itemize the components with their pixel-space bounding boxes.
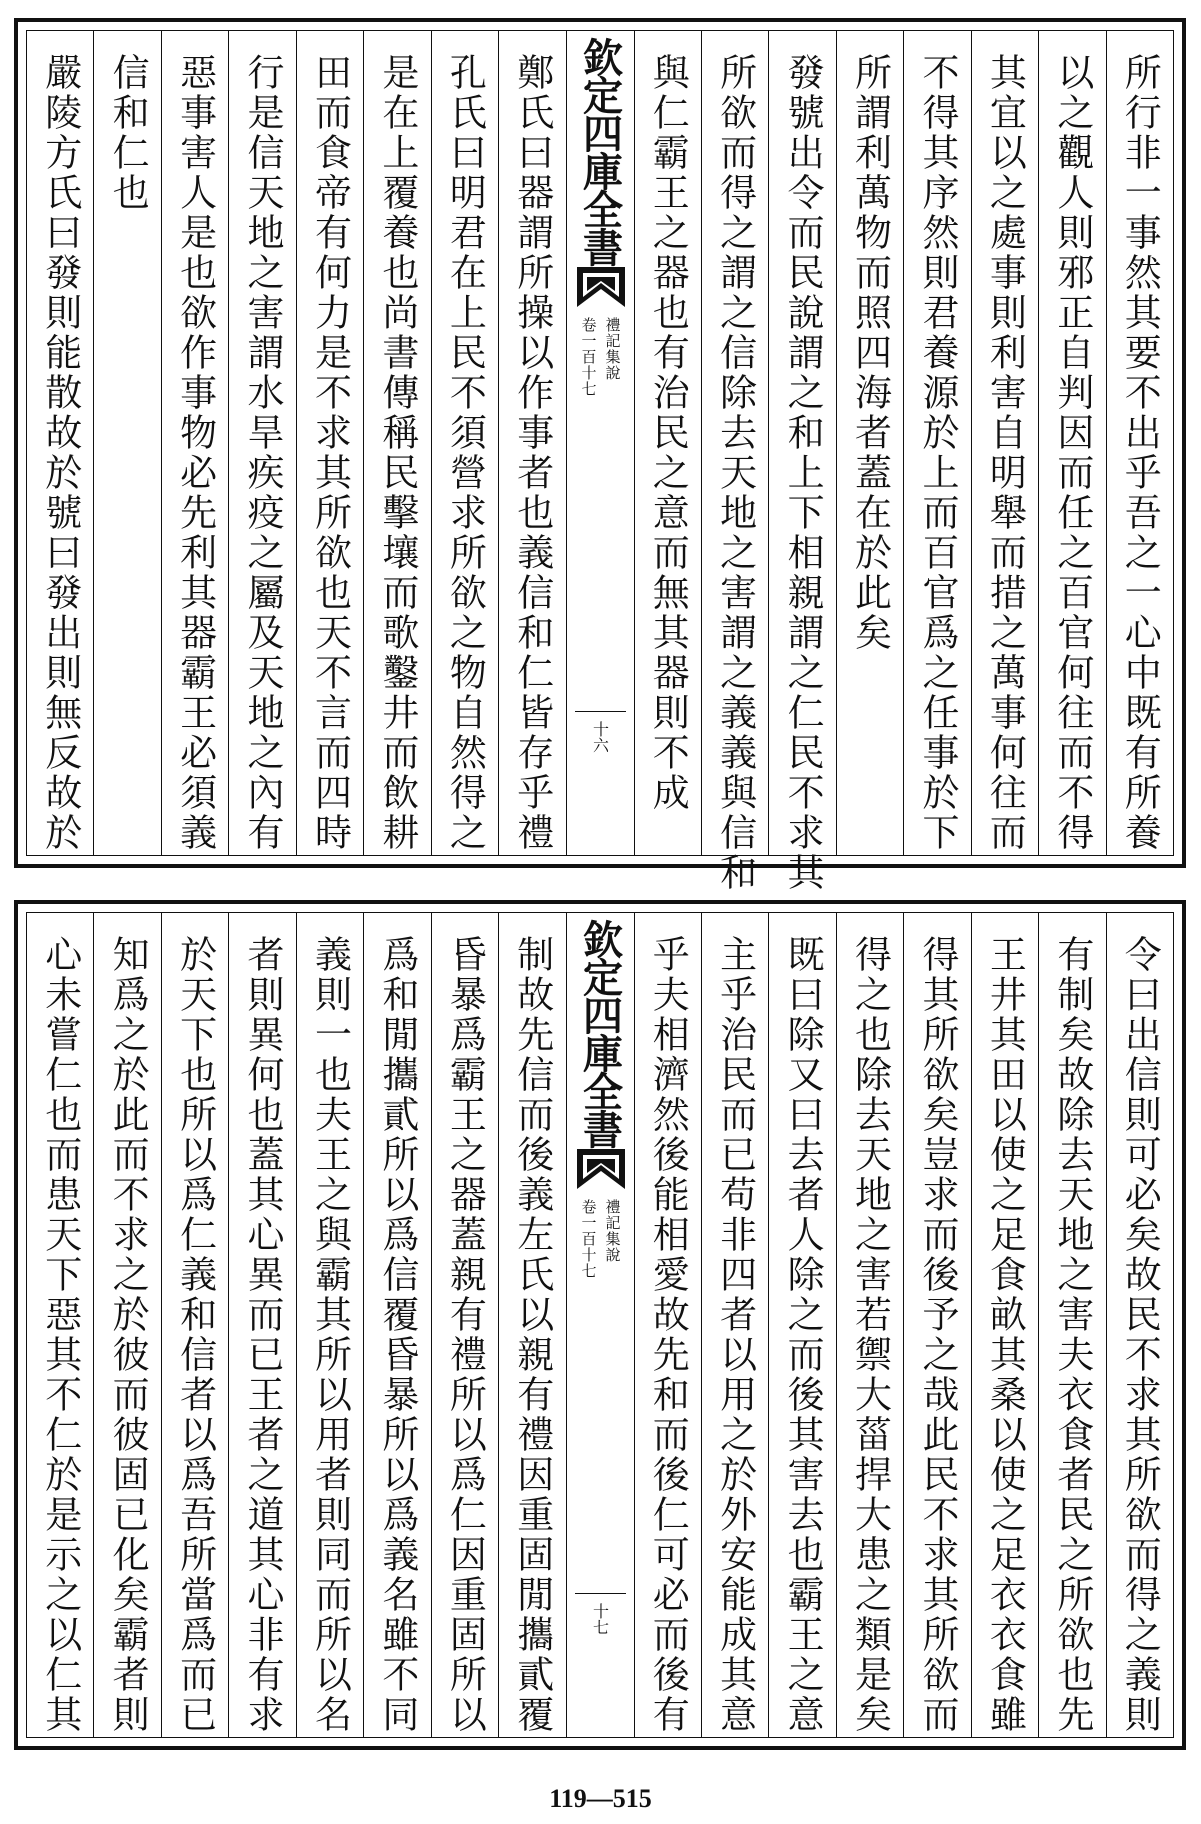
text-column: 所謂利萬物而照四海者蓋在於此矣 (836, 31, 903, 855)
series-title: 欽定四庫全書 (576, 37, 624, 265)
text-column: 主乎治民而已苟非四者以用之於外安能成其意 (701, 913, 768, 1737)
text-column: 行是信天地之害謂水旱疾疫之屬及天地之內有 (228, 31, 295, 855)
text-column: 鄭氏曰器謂所操以作事者也義信和仁皆存乎禮 (498, 31, 565, 855)
center-fold (566, 913, 634, 1737)
text-column: 孔氏曰明君在上民不須營求所欲之物自然得之 (431, 31, 498, 855)
text-column: 制故先信而後義左氏以親有禮因重固閒攜貳覆 (498, 913, 565, 1737)
series-title: 欽定四庫全書 (576, 919, 624, 1147)
leaf-number: 十七 (590, 1603, 610, 1635)
leaf-divider (575, 711, 626, 712)
text-column: 田而食帝有何力是不求其所欲也天不言而四時 (296, 31, 363, 855)
text-column: 爲和閒攜貳所以爲信覆昏暴所以爲義名雖不同 (363, 913, 430, 1737)
text-column: 令曰出信則可必矣故民不求其所欲而得之義則 (1106, 913, 1173, 1737)
text-column: 乎夫相濟然後能相愛故先和而後仁可必而後有 (634, 913, 701, 1737)
text-column: 有制矣故除去天地之害夫衣食者民之所欲也先 (1038, 913, 1105, 1737)
text-column: 心未嘗仁也而患天下惡其不仁於是示之以仁其 (38, 935, 82, 1735)
text-column: 於天下也所以爲仁義和信者以爲吾所當爲而已 (161, 913, 228, 1737)
text-column: 得之也除去天地之害若禦大菑捍大患之類是矣 (836, 913, 903, 1737)
book-title: 禮記集說 (603, 1199, 622, 1263)
text-column: 其宜以之處事則利害自明舉而措之萬事何往而 (971, 31, 1038, 855)
leaf-number: 十六 (590, 721, 610, 753)
text-column: 義則一也夫王之與霸其所以用者則同而所以名 (296, 913, 363, 1737)
leaf-divider (575, 1593, 626, 1594)
text-column: 發號出令而民說謂之和上下相親謂之仁民不求其 (768, 31, 835, 855)
text-column: 王井其田以使之足食畝其桑以使之足衣衣食雖 (971, 913, 1038, 1737)
text-column: 知爲之於此而不求之於彼而彼固已化矣霸者則 (93, 913, 160, 1737)
text-column: 以之觀人則邪正自判因而任之百官何往而不得 (1038, 31, 1105, 855)
book-title: 禮記集說 (603, 317, 622, 381)
top-page-columns (26, 30, 1174, 893)
text-column: 得其所欲矣豈求而後予之哉此民不求其所欲而 (903, 913, 970, 1737)
text-column: 昏暴爲霸王之器蓋親有禮所以爲仁因重固所以 (431, 913, 498, 1737)
text-column: 惡事害人是也欲作事物必先利其器霸王必須義 (161, 31, 228, 855)
page-number: 119—515 (549, 1784, 652, 1813)
text-column: 不得其序然則君養源於上而百官爲之任事於下 (903, 31, 970, 855)
text-column: 與仁霸王之器也有治民之意而無其器則不成 (634, 31, 701, 855)
text-column: 所欲而得之謂之信除去天地之害謂之義義與信和 (701, 31, 768, 855)
bottom-page (14, 900, 1186, 1750)
bottom-page-columns (26, 912, 1174, 1738)
volume-number: 卷一百十七 (579, 317, 598, 397)
fishtail-ornament-icon (577, 267, 625, 307)
volume-number: 卷一百十七 (579, 1199, 598, 1279)
text-column: 信和仁也 (93, 31, 160, 855)
top-page (14, 18, 1186, 893)
text-column: 是在上覆養也尚書傳稱民擊壤而歌鑿井而飲耕 (363, 31, 430, 855)
text-column: 既曰除又曰去者人除之而後其害去也霸王之意 (768, 913, 835, 1737)
text-column: 嚴陵方氏曰發則能散故於號曰發出則無反故於 (38, 53, 82, 853)
text-column: 所行非一事然其要不出乎吾之一心中既有所養 (1106, 31, 1173, 855)
center-fold (566, 31, 634, 855)
text-column: 者則異何也蓋其心異而已王者之道其心非有求 (228, 913, 295, 1737)
fishtail-ornament-icon (577, 1149, 625, 1189)
